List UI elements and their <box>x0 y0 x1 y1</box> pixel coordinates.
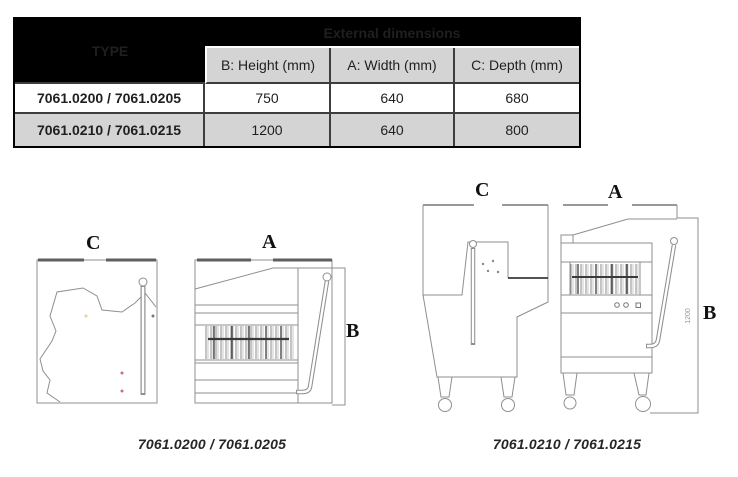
left-depth-view-drawing <box>37 260 157 403</box>
width-cell-row2: 640 <box>331 114 455 146</box>
height-cell-row2: 1200 <box>205 114 331 146</box>
right-height-label: B <box>703 302 717 324</box>
column-header-height: B: Height (mm) <box>205 48 331 84</box>
right-width-label: A <box>608 181 623 203</box>
type-cell-row1: 7061.0200 / 7061.0205 <box>15 84 205 114</box>
left-depth-label: C <box>86 232 101 254</box>
external-dimensions-header-cell: External dimensions <box>205 19 579 48</box>
right-depth-label: C <box>475 179 490 201</box>
width-cell-row1: 640 <box>331 84 455 114</box>
depth-cell-row1: 680 <box>455 84 579 114</box>
type-header-cell: TYPE <box>15 19 205 84</box>
left-height-label: B <box>346 320 360 342</box>
column-header-width: A: Width (mm) <box>331 48 455 84</box>
right-model-caption: 7061.0210 / 7061.0215 <box>492 436 642 452</box>
right-front-view-drawing <box>561 205 698 413</box>
column-header-depth: C: Depth (mm) <box>455 48 579 84</box>
left-width-label: A <box>262 231 277 253</box>
type-cell-row2: 7061.0210 / 7061.0215 <box>15 114 205 146</box>
left-front-view-drawing <box>195 260 345 405</box>
right-depth-view-drawing <box>423 205 548 412</box>
height-cell-row1: 750 <box>205 84 331 114</box>
depth-cell-row2: 800 <box>455 114 579 146</box>
left-model-caption: 7061.0200 / 7061.0205 <box>137 436 287 452</box>
right-height-dimension-value: 1200 <box>685 308 692 324</box>
